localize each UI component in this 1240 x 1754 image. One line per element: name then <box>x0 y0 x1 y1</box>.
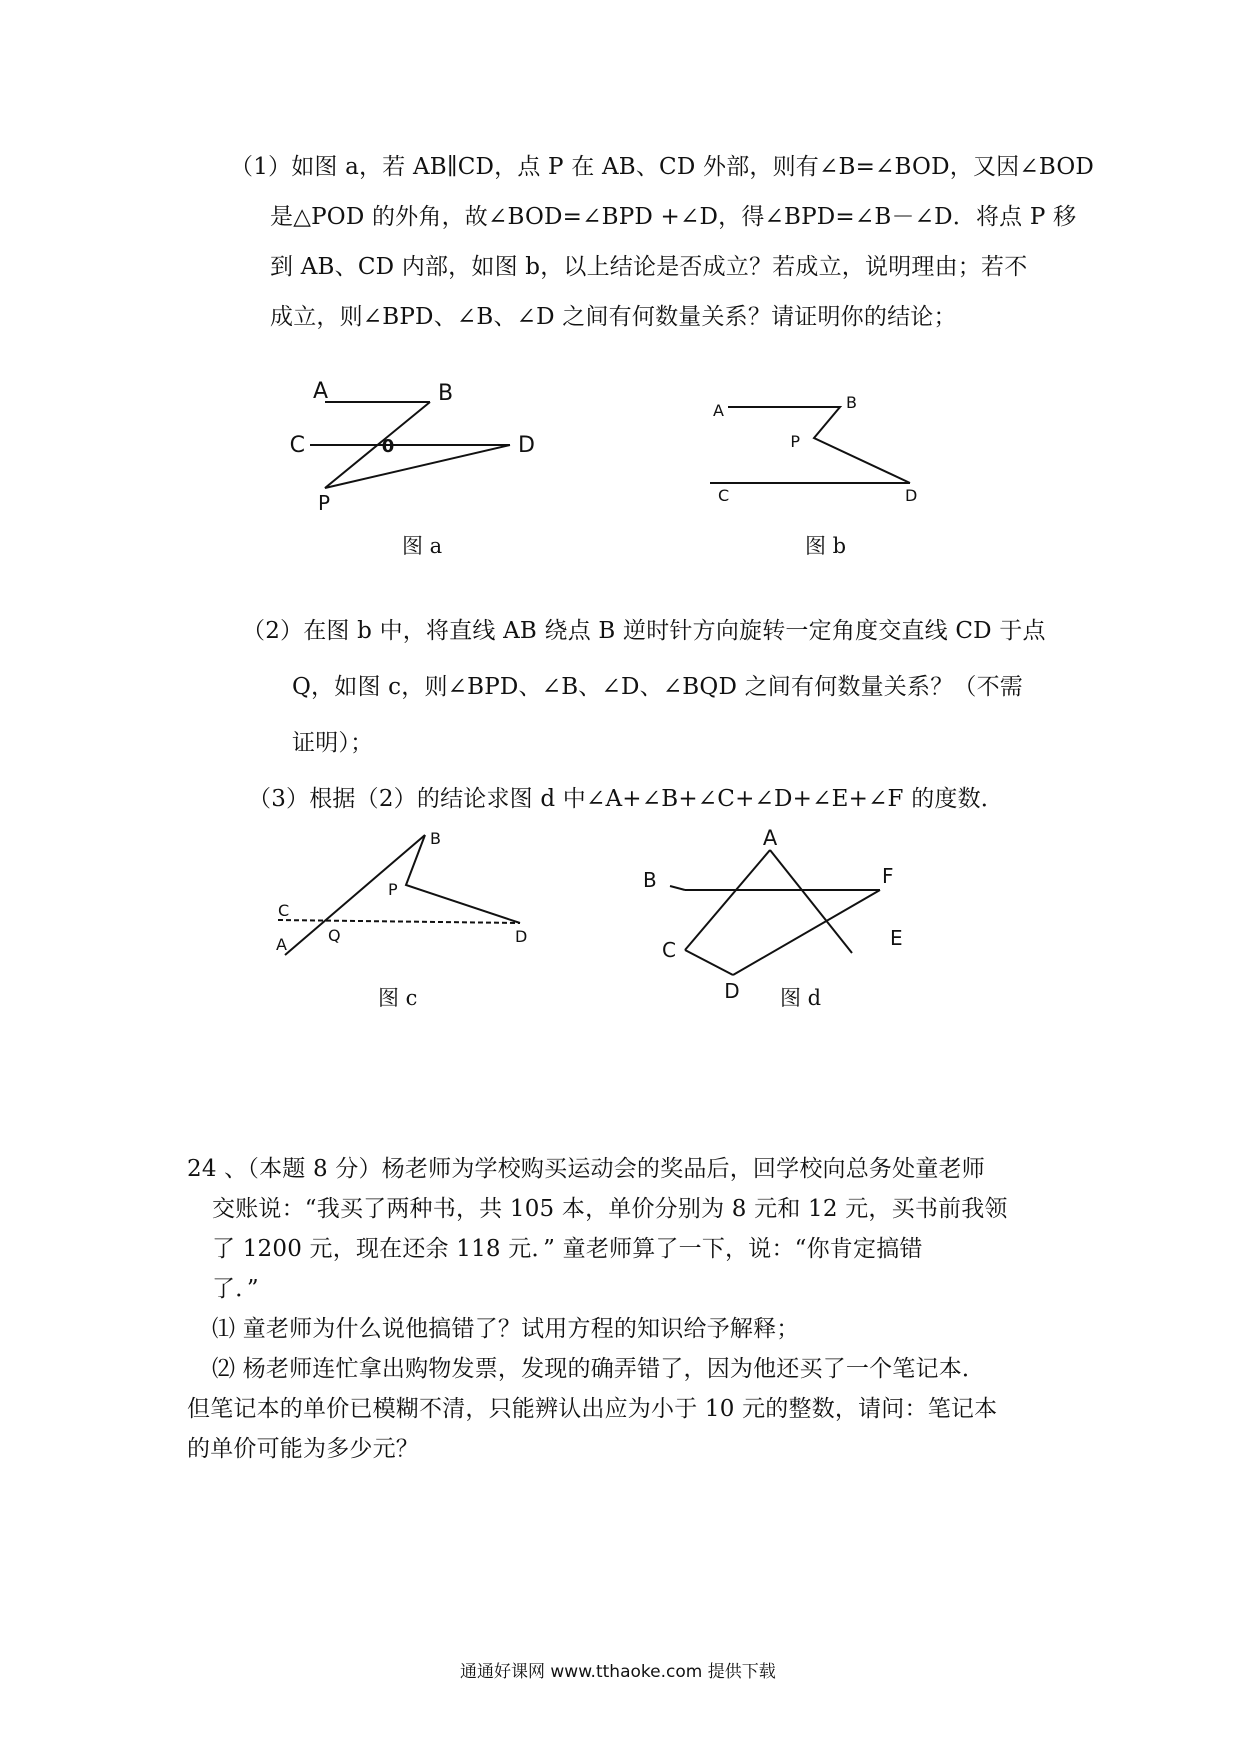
figure-c-caption: 图 c <box>378 986 418 1010</box>
problem24-line-7: 但笔记本的单价已模糊不清，只能辨认出应为小于 10 元的整数，请问：笔记本 <box>187 1396 998 1422</box>
figure-a-label-d: D <box>518 433 535 458</box>
part3-line: （3）根据（2）的结论求图 d 中∠A+∠B+∠C+∠D+∠E+∠F 的度数． <box>248 786 1005 812</box>
figure-a-caption: 图 a <box>402 534 443 558</box>
figure-d-label-f: F <box>882 864 894 888</box>
figure-c-label-a: A <box>276 935 287 954</box>
part1-line-1: （1）如图 a，若 AB∥CD，点 P 在 AB、CD 外部，则有∠B=∠BOD，又因∠BOD <box>230 154 1095 180</box>
figure-d <box>640 825 940 1003</box>
figure-d-line-ac <box>685 850 770 950</box>
figure-b-label-c: C <box>718 486 730 505</box>
figure-b-caption: 图 b <box>805 534 847 558</box>
problem24-line-6: ⑵ 杨老师连忙拿出购物发票，发现的确弄错了，因为他还买了一个笔记本． <box>212 1356 986 1382</box>
part2-line-3: 证明）； <box>292 730 374 756</box>
figure-d-label-c: C <box>662 938 676 962</box>
figure-a-label-o: 0 <box>381 436 395 457</box>
figure-d-label-e: E <box>890 926 903 950</box>
page-footer: 通通好课网 www.tthaoke.com 提供下载 <box>460 1662 776 1682</box>
figure-d-line-cd <box>685 950 733 975</box>
problem24-line-8: 的单价可能为多少元？ <box>187 1436 419 1462</box>
figure-a-label-a: A <box>312 379 328 404</box>
part2-line-1: （2）在图 b 中，将直线 AB 绕点 B 逆时针方向旋转一定角度交直线 CD 于点 <box>242 618 1046 644</box>
figure-c-line-cd <box>278 920 520 923</box>
figure-b-label-d: D <box>905 486 918 505</box>
figure-d-line-ae <box>770 850 852 953</box>
figure-c-line-ab <box>285 835 425 955</box>
figure-c-path-bpd <box>406 835 520 923</box>
figure-c-label-p: P <box>388 880 398 899</box>
problem24-line-3: 了 1200 元，现在还余 118 元．” 童老师算了一下，说：“你肯定搞错 <box>212 1236 923 1262</box>
figure-c-label-b: B <box>430 829 441 848</box>
part1-line-2: 是△POD 的外角，故∠BOD=∠BPD +∠D，得∠BPD=∠B－∠D．将点 P 移 <box>270 204 1077 230</box>
figure-d-label-b: B <box>643 868 657 892</box>
figure-d-line-ff <box>670 886 685 890</box>
figure-a-label-b: B <box>438 381 454 406</box>
figure-a <box>280 380 560 520</box>
problem24-line-5: ⑴ 童老师为什么说他搞错了？试用方程的知识给予解释； <box>212 1316 800 1342</box>
problem24-line-1: 24 、（本题 8 分）杨老师为学校购买运动会的奖品后，回学校向总务处童老师 <box>187 1156 985 1182</box>
figure-c-label-c: C <box>278 901 290 920</box>
figure-d-line-df <box>733 890 880 975</box>
figure-a-label-c: C <box>289 433 305 458</box>
problem24-line-4: 了．” <box>212 1276 259 1302</box>
part1-line-4: 成立，则∠BPD、∠B、∠D 之间有何数量关系？请证明你的结论； <box>270 304 957 330</box>
figure-d-label-a: A <box>762 826 778 850</box>
figure-d-caption: 图 d <box>780 986 822 1010</box>
figure-a-label-p: P <box>317 491 331 515</box>
figure-b-path <box>728 407 910 483</box>
part2-line-2: Q，如图 c，则∠BPD、∠B、∠D、∠BQD 之间有何数量关系？（不需 <box>292 674 1024 700</box>
figure-b <box>700 390 960 510</box>
figure-c-label-d: D <box>515 927 528 946</box>
figure-d-label-d: D <box>724 979 740 1003</box>
problem24-line-2: 交账说：“我买了两种书，共 105 本，单价分别为 8 元和 12 元，买书前我领 <box>212 1196 1008 1222</box>
figure-b-label-p: P <box>790 432 800 451</box>
figure-c-label-q: Q <box>328 926 341 945</box>
figure-b-label-a: A <box>713 401 724 420</box>
part1-line-3: 到 AB、CD 内部，如图 b，以上结论是否成立？若成立，说明理由；若不 <box>270 254 1028 280</box>
figure-b-label-b: B <box>846 393 857 412</box>
figure-c <box>270 830 550 970</box>
